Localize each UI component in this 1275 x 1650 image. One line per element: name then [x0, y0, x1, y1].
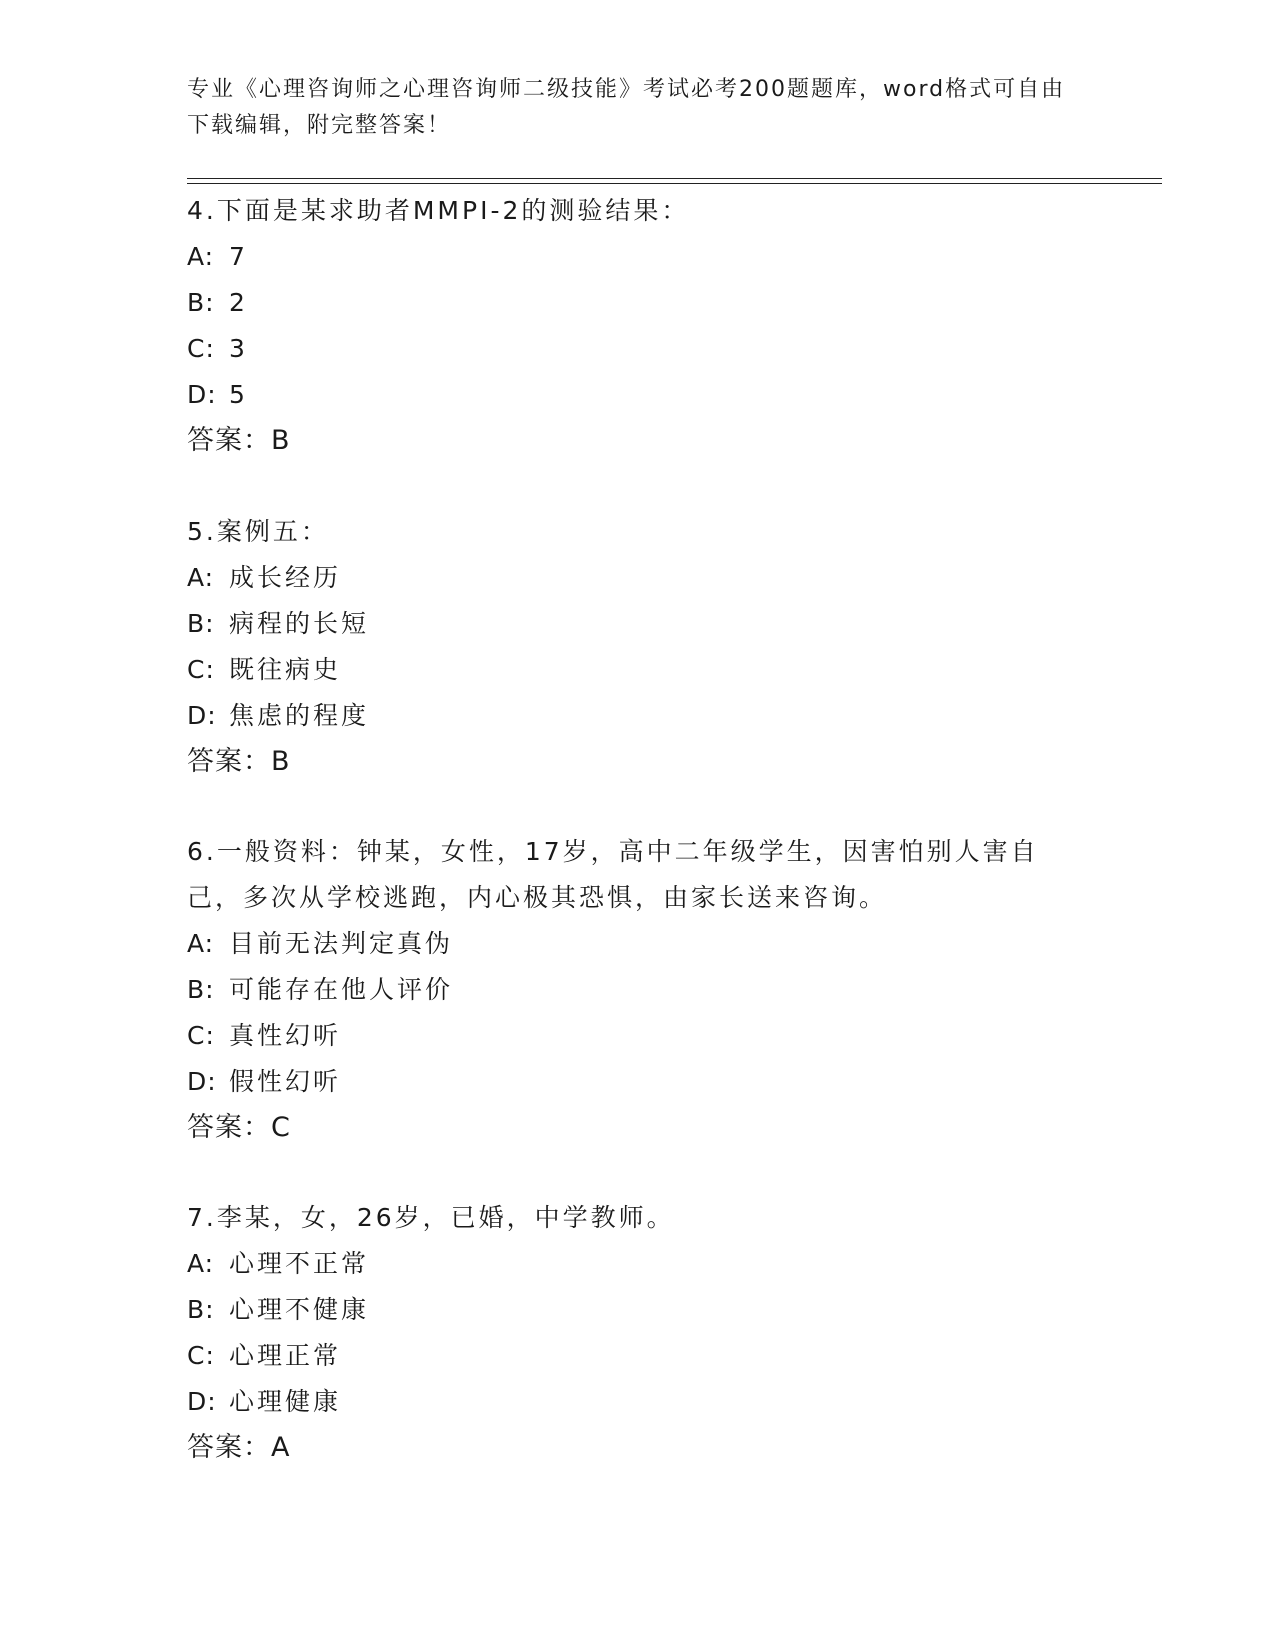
option-text: 假性幻听: [229, 1067, 342, 1096]
option-a: [187, 234, 1087, 280]
option-text: 焦虑的程度: [229, 701, 370, 730]
option-letter: C:: [187, 1341, 215, 1370]
option-a: [187, 921, 1087, 967]
option-letter: B:: [187, 975, 215, 1004]
option-letter: D:: [187, 380, 217, 409]
option-text: 7: [229, 242, 248, 271]
option-letter: D:: [187, 1067, 217, 1096]
option-letter: B:: [187, 288, 215, 317]
option-c: [187, 1333, 1087, 1379]
option-a: [187, 1241, 1087, 1287]
option-letter: A:: [187, 563, 215, 592]
option-letter: B:: [187, 1295, 215, 1324]
answer-label: 答案：B: [187, 425, 291, 456]
option-letter: C:: [187, 1021, 215, 1050]
option-d: [187, 372, 1087, 418]
option-text: 5: [229, 380, 248, 409]
question-5: [187, 509, 1087, 785]
option-text: 心理正常: [229, 1341, 342, 1370]
option-a: [187, 555, 1087, 601]
option-letter: A:: [187, 1249, 215, 1278]
option-text: 病程的长短: [229, 609, 370, 638]
option-letter: A:: [187, 929, 215, 958]
option-d: [187, 1379, 1087, 1425]
option-text: 2: [229, 288, 248, 317]
answer-label: 答案：A: [187, 1432, 291, 1463]
option-letter: B:: [187, 609, 215, 638]
option-d: [187, 693, 1087, 739]
option-text: 3: [229, 334, 248, 363]
option-b: [187, 601, 1087, 647]
question-stem: 5.案例五：: [187, 517, 329, 546]
answer-label: 答案：B: [187, 746, 291, 777]
question-6: [187, 829, 1087, 1151]
document-intro: 专业《心理咨询师之心理咨询师二级技能》考试必考200题题库，word格式可自由下载编辑，附完整答案！: [187, 77, 1066, 138]
option-b: [187, 1287, 1087, 1333]
divider-rule-top: [187, 178, 1162, 179]
option-c: [187, 647, 1087, 693]
option-text: 成长经历: [229, 563, 342, 592]
option-letter: D:: [187, 701, 217, 730]
option-text: 目前无法判定真伪: [229, 929, 454, 958]
answer-label: 答案：C: [187, 1112, 291, 1143]
option-c: [187, 1013, 1087, 1059]
option-text: 真性幻听: [229, 1021, 342, 1050]
option-letter: A:: [187, 242, 215, 271]
option-text: 心理不正常: [229, 1249, 370, 1278]
question-7: [187, 1195, 1087, 1471]
option-text: 心理健康: [229, 1387, 342, 1416]
option-b: [187, 967, 1087, 1013]
option-text: 既往病史: [229, 655, 342, 684]
question-stem: 4.下面是某求助者MMPI-2的测验结果：: [187, 196, 690, 225]
question-stem: 6.一般资料：钟某，女性，17岁，高中二年级学生，因害怕别人害自己，多次从学校逃跑，内心极其恐惧，由家长送来咨询。: [187, 837, 1039, 912]
option-text: 可能存在他人评价: [229, 975, 454, 1004]
option-c: [187, 326, 1087, 372]
question-stem: 7.李某，女，26岁，已婚，中学教师。: [187, 1203, 675, 1232]
option-letter: C:: [187, 655, 215, 684]
option-text: 心理不健康: [229, 1295, 370, 1324]
question-4: [187, 188, 1087, 464]
divider-rule-bottom: [187, 183, 1162, 184]
option-letter: D:: [187, 1387, 217, 1416]
option-d: [187, 1059, 1087, 1105]
option-letter: C:: [187, 334, 215, 363]
option-b: [187, 280, 1087, 326]
